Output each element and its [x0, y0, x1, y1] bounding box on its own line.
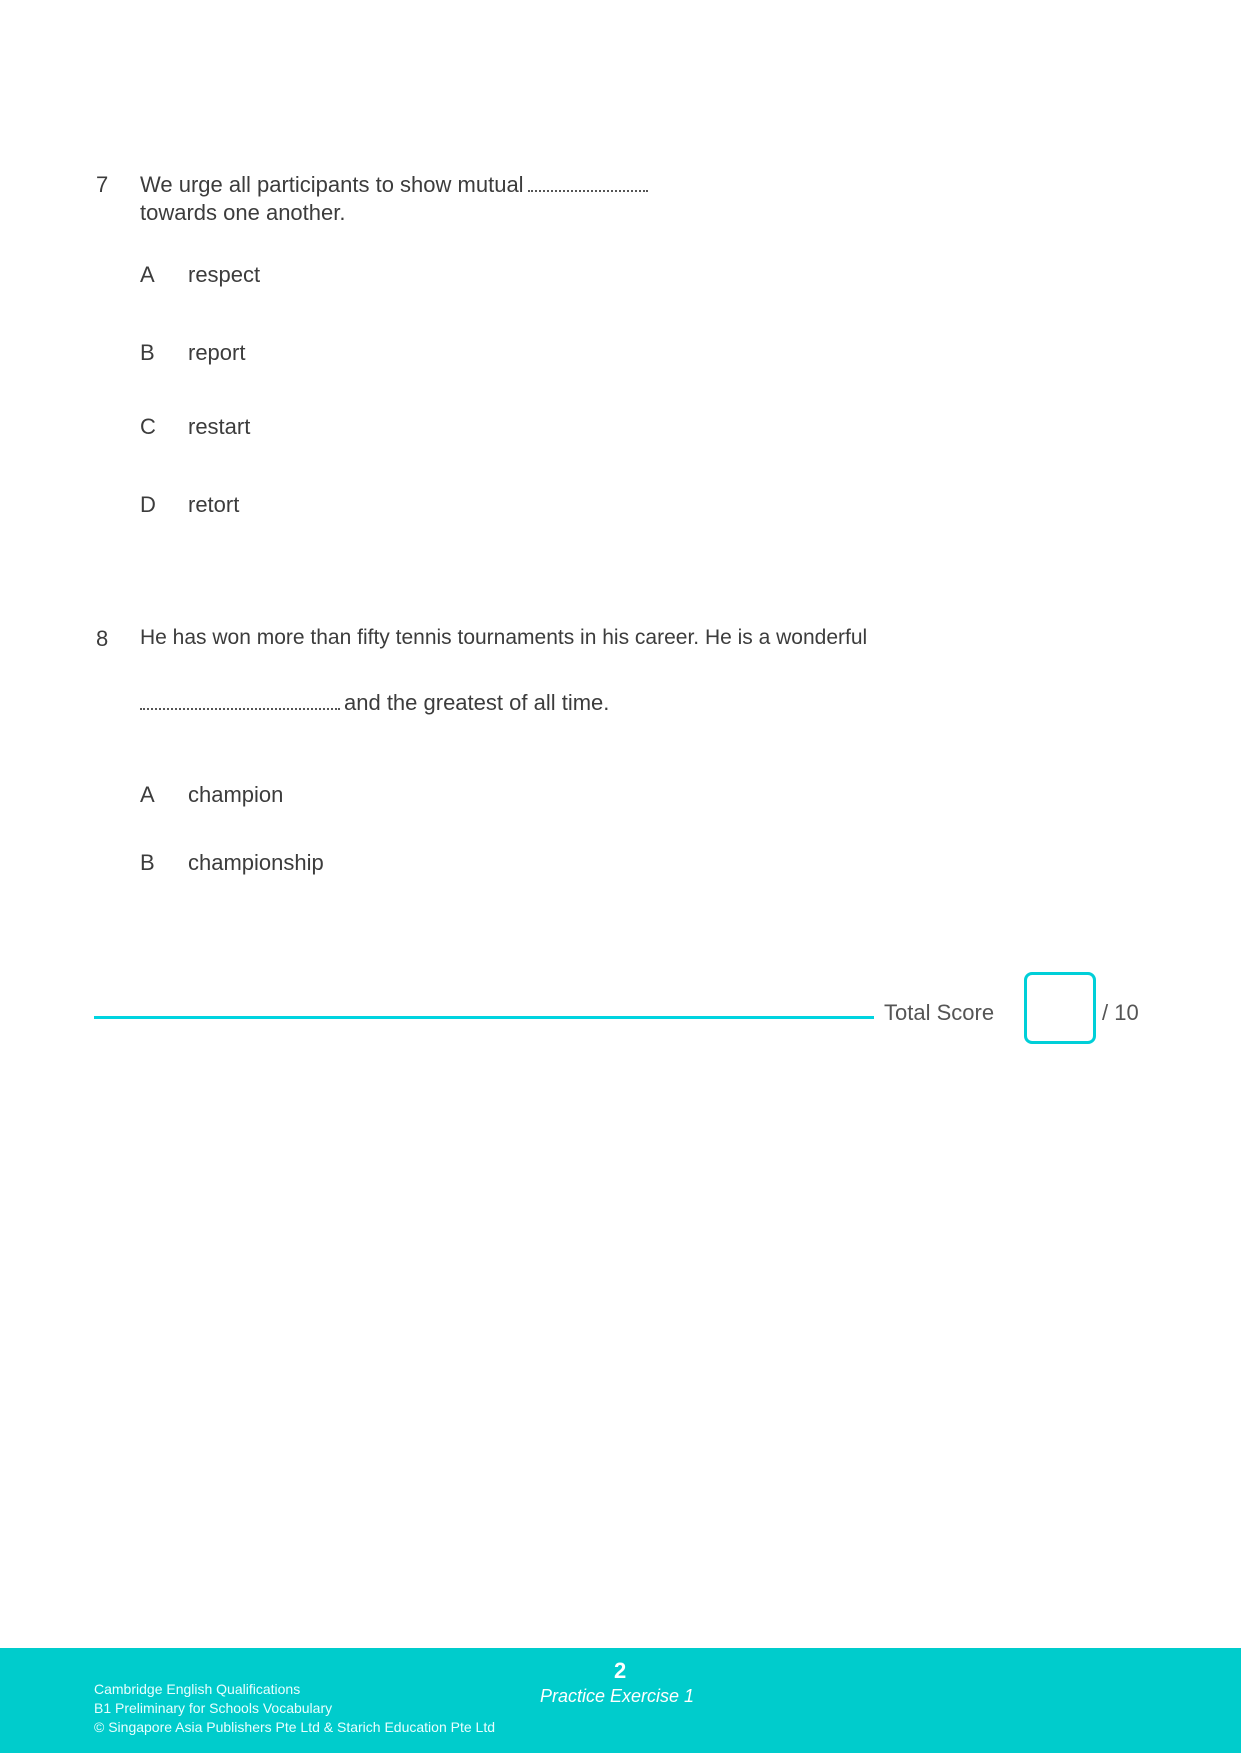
footer-line-1: Cambridge English Qualifications	[94, 1681, 301, 1697]
score-label: Total Score	[884, 1000, 995, 1025]
footer-line-3: © Singapore Asia Publishers Pte Ltd & Starich Education Pte Ltd	[94, 1719, 495, 1735]
option-c[interactable]: C restart	[140, 414, 251, 439]
question-number: 7	[96, 172, 109, 197]
question-text-line2: towards one another.	[140, 200, 346, 225]
question-text-line1: He has won more than fifty tennis tournaments in his career. He is a wonderful	[140, 626, 868, 649]
option-a[interactable]: A respect	[140, 262, 261, 287]
page-footer	[0, 1648, 1241, 1753]
question-text-line1: We urge all participants to show mutual	[140, 172, 652, 198]
score-row	[94, 1000, 1144, 1080]
option-b[interactable]: B championship	[140, 850, 324, 875]
option-b[interactable]: B report	[140, 340, 246, 365]
page-number: 2	[614, 1658, 627, 1683]
answer-blank[interactable]	[528, 190, 648, 192]
footer-credits	[94, 1680, 495, 1737]
score-input-box[interactable]	[1024, 972, 1096, 1044]
question-text-line2: and the greatest of all time.	[140, 690, 609, 716]
answer-blank[interactable]	[140, 708, 340, 710]
score-total: / 10	[1102, 1000, 1139, 1025]
score-divider	[94, 1016, 874, 1019]
question-number: 8	[96, 626, 109, 651]
footer-line-2: B1 Preliminary for Schools Vocabulary	[94, 1700, 333, 1716]
option-a[interactable]: A champion	[140, 782, 284, 807]
option-d[interactable]: D retort	[140, 492, 240, 517]
exercise-title: Practice Exercise 1	[540, 1686, 695, 1706]
